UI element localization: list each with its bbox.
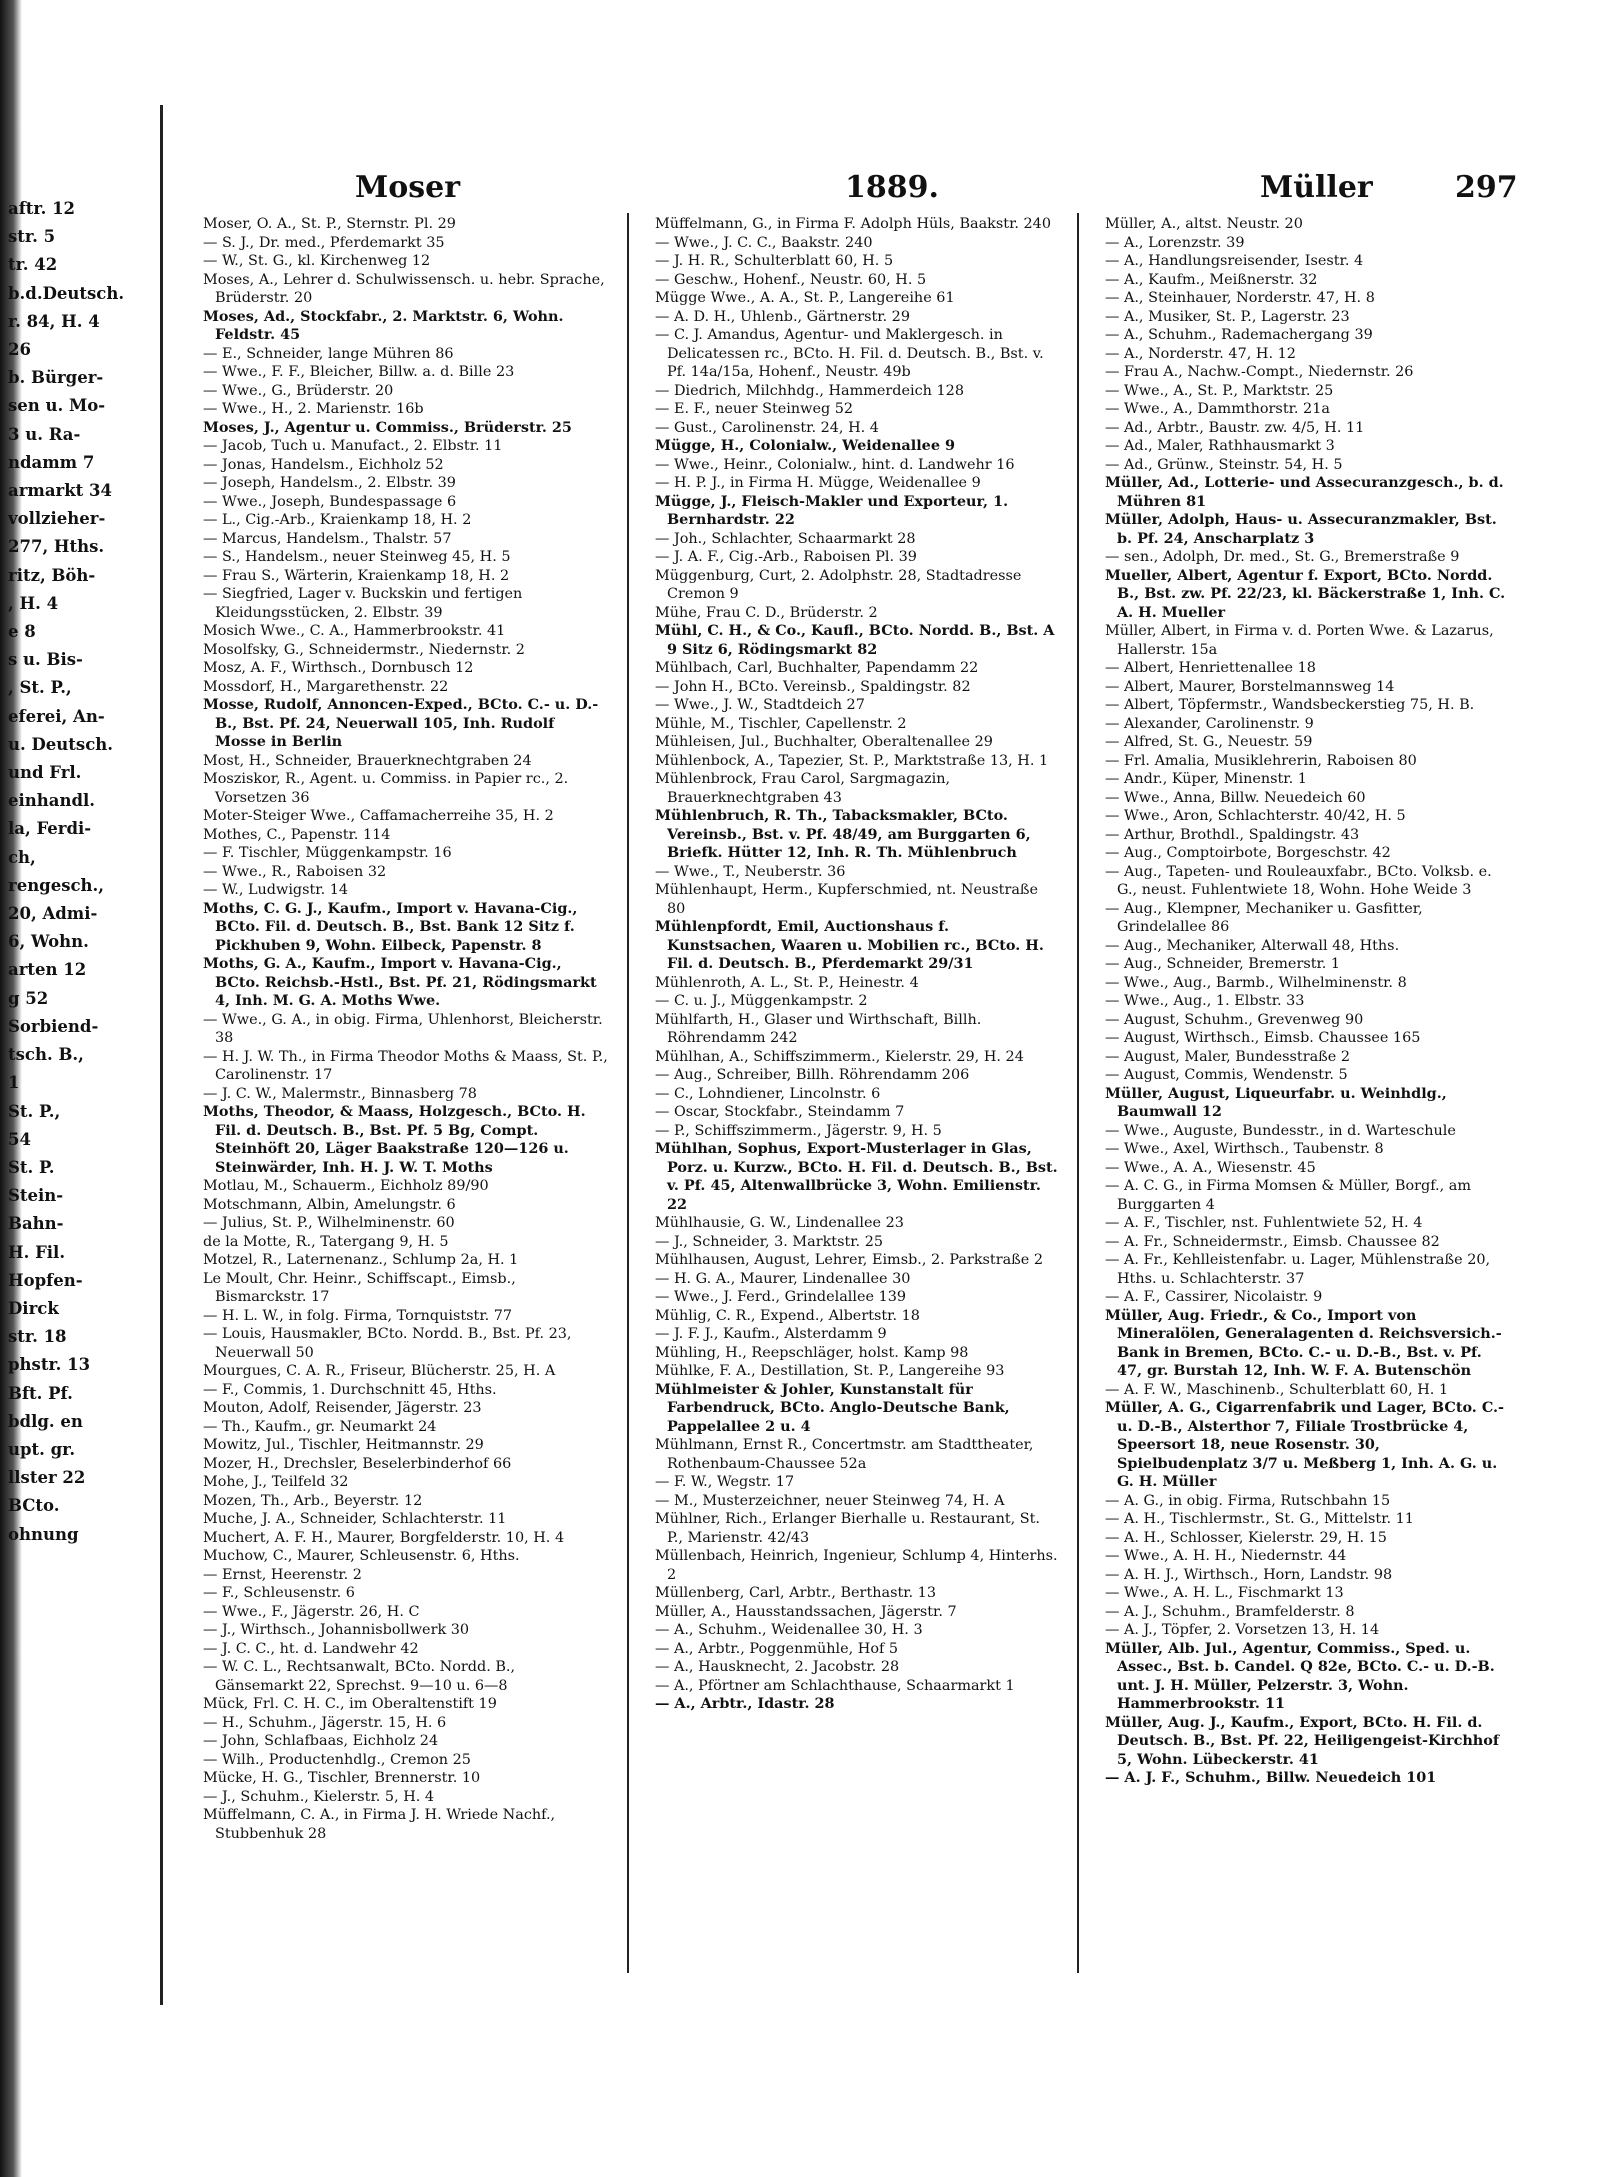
directory-entry: Müller, A. G., Cigarrenfabrik und Lager, BCto. C.- u. D.-B., Alsterthor 7, Filiale Trostbrücke 4, Speersort 18, neue Rosenstr. 30, Spielbudenplatz 3/7 u. Meßberg 1, Inh. A. G. u. G. H. Müller (1105, 1399, 1505, 1490)
previous-page-fragment (0, 105, 163, 2005)
directory-entry: — A. D. H., Uhlenb., Gärtnerstr. 29 (655, 308, 910, 325)
page-header (205, 170, 1550, 210)
directory-entry: — Albert, Maurer, Borstelmannsweg 14 (1105, 678, 1395, 695)
directory-entry: — A. G., in obig. Firma, Rutschbahn 15 (1105, 1492, 1391, 1509)
fragment-line: b. Bürger- (8, 368, 104, 388)
directory-entry: — A., Lorenzstr. 39 (1105, 234, 1245, 251)
directory-entry: — A. Fr., Kehlleistenfabr. u. Lager, Mühlenstraße 20, Hths. u. Schlachterstr. 37 (1105, 1252, 1491, 1287)
directory-entry: — Ad., Arbtr., Baustr. zw. 4/5, H. 11 (1105, 419, 1365, 436)
directory-entry: Mühlig, C. R., Expend., Albertstr. 18 (655, 1307, 920, 1324)
fragment-line: Stein- (8, 1186, 64, 1206)
directory-entry: Motzel, R., Laternenanz., Schlump 2a, H. 1 (203, 1252, 519, 1268)
fragment-line: 6, Wohn. (8, 932, 89, 952)
directory-entry: Müller, Aug. Friedr., & Co., Import von Mineralölen, Generalagenten d. Reichsversich.-Bank in Bremen, BCto. C.- u. D.-B., Bst. v. Pf. 47, gr. Burstah 12, Inh. W. F. A. Butenschön (1105, 1306, 1502, 1379)
directory-entry: — Arthur, Brothdl., Spaldingstr. 43 (1105, 826, 1360, 843)
fragment-line: rengesch., (8, 875, 105, 895)
directory-entry: — C., Lohndiener, Lincolnstr. 6 (655, 1085, 881, 1102)
fragment-line: BCto. (8, 1496, 60, 1516)
directory-entry: Mühlenbrock, Frau Carol, Sargmagazin, Brauerknechtgraben 43 (655, 771, 951, 806)
directory-entry: — J. A. F., Cig.-Arb., Raboisen Pl. 39 (655, 549, 917, 565)
directory-column-2 (655, 215, 1060, 1714)
directory-entry: — Alexander, Carolinenstr. 9 (1105, 715, 1314, 732)
directory-entry: Muchert, A. F. H., Maurer, Borgfelderstr. 10, H. 4 (203, 1529, 565, 1546)
directory-entry: Mühlhausen, August, Lehrer, Eimsb., 2. Parkstraße 2 (655, 1252, 1044, 1268)
directory-entry: — Aug., Klempner, Mechaniker u. Gasfitter, Grindelallee 86 (1105, 900, 1423, 935)
directory-entry: Müffelmann, G., in Firma F. Adolph Hüls, Baakstr. 240 (655, 216, 1051, 232)
directory-entry: Moser, O. A., St. P., Sternstr. Pl. 29 (203, 216, 456, 232)
directory-entry: — J. F. J., Kaufm., Alsterdamm 9 (655, 1326, 887, 1342)
directory-entry: Mühe, Frau C. D., Brüderstr. 2 (655, 604, 878, 621)
directory-entry: — Frau S., Wärterin, Kraienkamp 18, H. 2 (203, 567, 510, 584)
directory-entry: Moses, Ad., Stockfabr., 2. Marktstr. 6, Wohn. Feldstr. 45 (203, 307, 564, 343)
fragment-line: , H. 4 (8, 593, 59, 613)
directory-entry: — Wwe., T., Neuberstr. 36 (655, 863, 846, 880)
directory-entry: Mosziskor, R., Agent. u. Commiss. in Papier rc., 2. Vorsetzen 36 (203, 771, 569, 806)
fragment-line: , St. P., (8, 678, 72, 698)
directory-entry: Müller, August, Liqueurfabr. u. Weinhdlg., Baumwall 12 (1105, 1084, 1447, 1120)
directory-entry: — A., Pförtner am Schlachthause, Schaarmarkt 1 (655, 1677, 1015, 1694)
directory-entry: — A., Musiker, St. P., Lagerstr. 23 (1105, 308, 1350, 325)
directory-entry: Mügge, J., Fleisch-Makler und Exporteur, 1. Bernhardstr. 22 (655, 492, 1009, 528)
fragment-line: 54 (8, 1129, 31, 1149)
directory-entry: — J. C. W., Malermstr., Binnasberg 78 (203, 1085, 477, 1102)
fragment-line: 26 (8, 340, 31, 360)
directory-entry: Mühling, H., Reepschläger, holst. Kamp 98 (655, 1344, 969, 1361)
fragment-line: St. P., (8, 1101, 61, 1121)
directory-entry: Müller, A., altst. Neustr. 20 (1105, 216, 1303, 232)
directory-entry: Most, H., Schneider, Brauerknechtgraben 24 (203, 752, 532, 769)
directory-entry: Müller, Albert, in Firma v. d. Porten Wwe. & Lazarus, Hallerstr. 15a (1105, 623, 1494, 658)
directory-entry: — Aug., Tapeten- und Rouleauxfabr., BCto. Volksb. e. G., neust. Fuhlentwiete 18, Wohn. Hohe Weide 3 (1105, 863, 1492, 898)
directory-entry: — Wwe., J. W., Stadtdeich 27 (655, 697, 865, 713)
fragment-line: upt. gr. (8, 1439, 76, 1459)
directory-entry: — W., Ludwigstr. 14 (203, 882, 349, 898)
directory-entry: — A. J., Schuhm., Bramfelderstr. 8 (1105, 1603, 1355, 1620)
directory-entry: — F. Tischler, Müggenkampstr. 16 (203, 845, 452, 861)
directory-entry: — Wwe., A., St. P., Marktstr. 25 (1105, 382, 1334, 399)
fragment-line: ohnung (8, 1524, 79, 1544)
directory-entry: — A. H., Tischlermstr., St. G., Mittelstr. 11 (1105, 1511, 1414, 1527)
fragment-line: Dirck (8, 1298, 59, 1318)
directory-entry: — Wwe., A. H. H., Niedernstr. 44 (1105, 1548, 1347, 1564)
directory-entry: — Wwe., H., 2. Marienstr. 16b (203, 401, 424, 417)
directory-entry: — Wilh., Productenhdlg., Cremon 25 (203, 1751, 471, 1768)
column-divider (1077, 213, 1079, 1973)
directory-entry: — A., Arbtr., Idastr. 28 (655, 1695, 835, 1712)
directory-column-3 (1105, 215, 1510, 1788)
directory-entry: Mühlke, F. A., Destillation, St. P., Langereihe 93 (655, 1363, 1005, 1379)
directory-entry: Mücke, H. G., Tischler, Brennerstr. 10 (203, 1770, 481, 1786)
running-head-right: Müller (1260, 170, 1373, 205)
directory-entry: — Joh., Schlachter, Schaarmarkt 28 (655, 530, 916, 547)
directory-entry: — Frl. Amalia, Musiklehrerin, Raboisen 80 (1105, 752, 1417, 769)
directory-entry: Müggenburg, Curt, 2. Adolphstr. 28, Stadtadresse Cremon 9 (655, 567, 1022, 602)
fragment-line: s u. Bis- (8, 650, 83, 670)
directory-entry: de la Motte, R., Tatergang 9, H. 5 (203, 1233, 449, 1250)
directory-entry: — Wwe., J. C. C., Baakstr. 240 (655, 234, 873, 251)
directory-entry: Mühlhan, A., Schiffszimmerm., Kielerstr. 29, H. 24 (655, 1048, 1024, 1065)
directory-entry: Mühlenroth, A. L., St. P., Heinestr. 4 (655, 974, 919, 991)
directory-entry: — Albert, Henriettenallee 18 (1105, 660, 1316, 676)
fragment-line: Bahn- (8, 1214, 64, 1234)
directory-entry: — Th., Kaufm., gr. Neumarkt 24 (203, 1418, 437, 1435)
directory-column-1 (203, 215, 608, 1843)
directory-entry: — W., St. G., kl. Kirchenweg 12 (203, 253, 431, 269)
directory-entry: — J. C. C., ht. d. Landwehr 42 (203, 1640, 419, 1657)
directory-entry: — Wwe., J. Ferd., Grindelallee 139 (655, 1289, 907, 1305)
directory-entry: — C. u. J., Müggenkampstr. 2 (655, 993, 868, 1009)
directory-entry: Mohe, J., Teilfeld 32 (203, 1474, 349, 1490)
fragment-line: llster 22 (8, 1468, 86, 1488)
directory-entry: — S., Handelsm., neuer Steinweg 45, H. 5 (203, 549, 511, 565)
directory-entry: Moths, G. A., Kaufm., Import v. Havana-Cig., BCto. Reichsb.-Hstl., Bst. Pf. 21, Rödingsmarkt 4, Inh. M. G. A. Moths Wwe. (203, 955, 597, 1009)
directory-entry: Mouton, Adolf, Reisender, Jägerstr. 23 (203, 1400, 482, 1416)
directory-entry: — John H., BCto. Vereinsb., Spaldingstr. 82 (655, 678, 971, 695)
directory-entry: — Wwe., A. A., Wiesenstr. 45 (1105, 1159, 1316, 1176)
directory-entry: Müller, Aug. J., Kaufm., Export, BCto. H. Fil. d. Deutsch. B., Bst. Pf. 22, Heiligengeist-Kirchhof 5, Wohn. Lübeckerstr. 41 (1105, 1713, 1500, 1768)
directory-entry: — A., Norderstr. 47, H. 12 (1105, 345, 1296, 362)
directory-entry: — Wwe., Heinr., Colonialw., hint. d. Landwehr 16 (655, 456, 1015, 473)
directory-entry: — H., Schuhm., Jägerstr. 15, H. 6 (203, 1714, 447, 1731)
fragment-line: Bft. Pf. (8, 1383, 73, 1403)
directory-entry: — W. C. L., Rechtsanwalt, BCto. Nordd. B., Gänsemarkt 22, Sprechst. 9—10 u. 6—8 (203, 1659, 516, 1694)
directory-entry: — E. F., neuer Steinweg 52 (655, 401, 854, 417)
directory-entry: — A., Hausknecht, 2. Jacobstr. 28 (655, 1659, 900, 1675)
directory-entry: Müller, Ad., Lotterie- und Assecuranzgesch., b. d. Mühren 81 (1105, 474, 1504, 510)
directory-entry: Müller, Alb. Jul., Agentur, Commiss., Sped. u. Assec., Bst. b. Candel. Q 82e, BCto. C.- u. D.-B. unt. J. H. Müller, Pelzerstr. 3, Wohn. Hammerbrookstr. 11 (1105, 1639, 1495, 1712)
directory-entry: — Louis, Hausmakler, BCto. Nordd. B., Bst. Pf. 23, Neuerwall 50 (203, 1326, 572, 1361)
directory-entry: Moses, J., Agentur u. Commiss., Brüderstr. 25 (203, 418, 572, 436)
fragment-line: 3 u. Ra- (8, 424, 81, 444)
directory-entry: Mueller, Albert, Agentur f. Export, BCto. Nordd. B., Bst. zw. Pf. 22/23, kl. Bäckerstraße 1, Inh. C. A. H. Mueller (1105, 566, 1506, 621)
directory-entry: Müffelmann, C. A., in Firma J. H. Wriede Nachf., Stubbenhuk 28 (203, 1807, 556, 1842)
fragment-line: bdlg. en (8, 1411, 83, 1431)
fragment-line: vollzieher- (8, 509, 106, 529)
directory-entry: — August, Maler, Bundesstraße 2 (1105, 1048, 1351, 1065)
directory-entry: — A. F., Cassirer, Nicolaistr. 9 (1105, 1289, 1323, 1305)
directory-entry: — August, Schuhm., Grevenweg 90 (1105, 1011, 1364, 1028)
fragment-line: 1 (8, 1073, 20, 1093)
directory-entry: Mühl, C. H., & Co., Kaufl., BCto. Nordd. B., Bst. A 9 Sitz 6, Rödingsmarkt 82 (655, 622, 1055, 658)
fragment-line: armarkt 34 (8, 481, 112, 501)
fragment-line: H. Fil. (8, 1242, 66, 1262)
directory-entry: — S. J., Dr. med., Pferdemarkt 35 (203, 234, 445, 251)
directory-entry: — Andr., Küper, Minenstr. 1 (1105, 771, 1307, 787)
directory-entry: Mühlhausie, G. W., Lindenallee 23 (655, 1215, 904, 1231)
fragment-line: e 8 (8, 622, 36, 642)
directory-entry: — Diedrich, Milchhdg., Hammerdeich 128 (655, 382, 964, 399)
directory-entry: — Frau A., Nachw.-Compt., Niedernstr. 26 (1105, 364, 1414, 380)
directory-entry: — F., Commis, 1. Durchschnitt 45, Hths. (203, 1381, 497, 1398)
fragment-line: ch, (8, 847, 36, 867)
directory-entry: — A., Arbtr., Poggenmühle, Hof 5 (655, 1640, 899, 1657)
directory-entry: Mühlmeister & Johler, Kunstanstalt für Farbendruck, BCto. Anglo-Deutsche Bank, Pappelallee 2 u. 4 (655, 1380, 1010, 1435)
directory-entry: — Oscar, Stockfabr., Steindamm 7 (655, 1104, 905, 1120)
fragment-line: eferei, An- (8, 706, 105, 726)
directory-entry: Mosich Wwe., C. A., Hammerbrookstr. 41 (203, 623, 506, 639)
directory-entry: — Wwe., G. A., in obig. Firma, Uhlenhorst, Bleicherstr. 38 (203, 1011, 603, 1046)
fragment-line: St. P. (8, 1157, 55, 1177)
directory-entry: Motlau, M., Schauerm., Eichholz 89/90 (203, 1178, 489, 1194)
directory-entry: — A., Handlungsreisender, Isestr. 4 (1105, 253, 1364, 269)
directory-entry: — Wwe., Aron, Schlachterstr. 40/42, H. 5 (1105, 808, 1406, 824)
directory-entry: — A., Kaufm., Meißnerstr. 32 (1105, 271, 1318, 288)
directory-entry: — Wwe., A. H. L., Fischmarkt 13 (1105, 1585, 1344, 1601)
directory-entry: — sen., Adolph, Dr. med., St. G., Bremerstraße 9 (1105, 549, 1460, 565)
running-head-left: Moser (355, 170, 460, 205)
directory-entry: — H. L. W., in folg. Firma, Tornquiststr. 77 (203, 1307, 513, 1324)
directory-entry: Le Moult, Chr. Heinr., Schiffscapt., Eimsb., Bismarckstr. 17 (203, 1270, 516, 1305)
directory-page (165, 125, 1560, 2025)
directory-entry: Mühlenpfordt, Emil, Auctionshaus f. Kunstsachen, Waaren u. Mobilien rc., BCto. H. Fil. d. Deutsch. B., Pferdemarkt 29/31 (655, 918, 1044, 972)
directory-entry: — A. J. F., Schuhm., Billw. Neuedeich 101 (1105, 1769, 1437, 1786)
fragment-line: arten 12 (8, 960, 87, 980)
directory-entry: — A. C. G., in Firma Momsen & Müller, Borgf., am Burggarten 4 (1105, 1178, 1472, 1213)
directory-entry: Mozen, Th., Arb., Beyerstr. 12 (203, 1492, 423, 1509)
directory-entry: — Wwe., R., Raboisen 32 (203, 863, 387, 880)
directory-entry: Müller, Adolph, Haus- u. Assecuranzmakler, Bst. b. Pf. 24, Anscharplatz 3 (1105, 511, 1497, 547)
directory-entry: Mühleisen, Jul., Buchhalter, Oberaltenallee 29 (655, 734, 993, 750)
directory-entry: — Joseph, Handelsm., 2. Elbstr. 39 (203, 475, 456, 491)
directory-entry: — J., Schneider, 3. Marktstr. 25 (655, 1233, 884, 1250)
directory-entry: Muchow, C., Maurer, Schleusenstr. 6, Hths. (203, 1548, 520, 1564)
directory-entry: — H. G. A., Maurer, Lindenallee 30 (655, 1270, 911, 1287)
directory-entry: — C. J. Amandus, Agentur- und Maklergesch. in Delicatessen rc., BCto. H. Fil. d. Deutsch. B., Bst. v. Pf. 14a/15a, Hohenf., Neustr. 49b (655, 327, 1044, 380)
fragment-line: ndamm 7 (8, 452, 95, 472)
directory-entry: Mozer, H., Drechsler, Beselerbinderhof 66 (203, 1455, 512, 1472)
directory-entry: Müllenbach, Heinrich, Ingenieur, Schlump 4, Hinterhs. 2 (655, 1548, 1058, 1583)
directory-entry: — L., Cig.-Arb., Kraienkamp 18, H. 2 (203, 512, 472, 528)
fragment-line: str. 5 (8, 227, 56, 247)
directory-entry: — Jonas, Handelsm., Eichholz 52 (203, 456, 444, 473)
directory-entry: Mosz, A. F., Wirthsch., Dornbusch 12 (203, 660, 474, 676)
directory-entry: — Ad., Maler, Rathhausmarkt 3 (1105, 438, 1335, 454)
directory-entry: Mühlbach, Carl, Buchhalter, Papendamm 22 (655, 660, 979, 676)
directory-entry: Mühlner, Rich., Erlanger Bierhalle u. Restaurant, St. P., Marienstr. 42/43 (655, 1511, 1040, 1546)
directory-entry: Mück, Frl. C. H. C., im Oberaltenstift 19 (203, 1696, 497, 1712)
fragment-line: u. Deutsch. (8, 734, 113, 754)
directory-entry: — Aug., Schneider, Bremerstr. 1 (1105, 956, 1341, 972)
directory-entry: — Aug., Schreiber, Billh. Röhrendamm 206 (655, 1067, 970, 1083)
directory-entry: — Wwe., Aug., Barmb., Wilhelminenstr. 8 (1105, 974, 1407, 991)
directory-entry: — Wwe., Axel, Wirthsch., Taubenstr. 8 (1105, 1141, 1384, 1157)
directory-entry: — Marcus, Handelsm., Thalstr. 57 (203, 530, 452, 547)
directory-entry: Mosse, Rudolf, Annoncen-Exped., BCto. C.- u. D.-B., Bst. Pf. 24, Neuerwall 105, Inh. Rudolf Mosse in Berlin (203, 696, 599, 750)
directory-entry: Mügge Wwe., A. A., St. P., Langereihe 61 (655, 290, 955, 306)
fragment-line: Sorbiend- (8, 1016, 99, 1036)
directory-entry: — F., Schleusenstr. 6 (203, 1585, 355, 1601)
directory-entry: — J., Wirthsch., Johannisbollwerk 30 (203, 1622, 470, 1638)
directory-entry: — Geschw., Hohenf., Neustr. 60, H. 5 (655, 271, 927, 288)
directory-entry: — A. H. J., Wirthsch., Horn, Landstr. 98 (1105, 1566, 1393, 1583)
directory-entry: Mügge, H., Colonialw., Weidenallee 9 (655, 437, 956, 454)
directory-entry: Mosolfsky, G., Schneidermstr., Niedernstr. 2 (203, 641, 525, 658)
fragment-line: Hopfen- (8, 1270, 83, 1290)
directory-entry: — H. J. W. Th., in Firma Theodor Moths & Maass, St. P., Carolinenstr. 17 (203, 1048, 608, 1083)
directory-entry: — Julius, St. P., Wilhelminenstr. 60 (203, 1215, 455, 1231)
directory-entry: Mowitz, Jul., Tischler, Heitmannstr. 29 (203, 1437, 484, 1453)
directory-entry: — Wwe., Joseph, Bundespassage 6 (203, 493, 457, 510)
directory-entry: — A., Schuhm., Rademachergang 39 (1105, 327, 1373, 343)
directory-entry: Mossdorf, H., Margarethenstr. 22 (203, 678, 449, 695)
directory-entry: — Wwe., Auguste, Bundesstr., in d. Warteschule (1105, 1122, 1456, 1139)
directory-entry: — Ad., Grünw., Steinstr. 54, H. 5 (1105, 456, 1343, 473)
directory-entry: — A. F. W., Maschinenb., Schulterblatt 60, H. 1 (1105, 1381, 1449, 1398)
fragment-line: 277, Hths. (8, 537, 105, 557)
directory-entry: — M., Musterzeichner, neuer Steinweg 74, H. A (655, 1492, 1005, 1509)
fragment-line: b.d.Deutsch. (8, 283, 125, 303)
directory-entry: Mühlenhaupt, Herm., Kupferschmied, nt. Neustraße 80 (655, 882, 1039, 917)
year-heading: 1889. (845, 170, 939, 205)
fragment-line: phstr. 13 (8, 1355, 91, 1375)
directory-entry: — A., Steinhauer, Norderstr. 47, H. 8 (1105, 290, 1375, 306)
directory-entry: — Gust., Carolinenstr. 24, H. 4 (655, 419, 879, 436)
directory-entry: — E., Schneider, lange Mühren 86 (203, 345, 454, 362)
fragment-line: la, Ferdi- (8, 819, 92, 839)
directory-entry: Moter-Steiger Wwe., Caffamacherreihe 35, H. 2 (203, 808, 554, 824)
directory-entry: — A. J., Töpfer, 2. Vorsetzen 13, H. 14 (1105, 1622, 1380, 1638)
directory-entry: — August, Commis, Wendenstr. 5 (1105, 1067, 1348, 1083)
directory-entry: Moths, Theodor, & Maass, Holzgesch., BCto. H. Fil. d. Deutsch. B., Bst. Pf. 5 Bg, Compt. Steinhöft 20, Läger Baakstraße 120—126 u. Steinwärder, Inh. H. J. W. T. Moths (203, 1103, 586, 1176)
directory-entry: — Siegfried, Lager v. Buckskin und fertigen Kleidungsstücken, 2. Elbstr. 39 (203, 586, 523, 621)
directory-entry: — John, Schlafbaas, Eichholz 24 (203, 1733, 439, 1749)
directory-entry: — August, Wirthsch., Eimsb. Chaussee 165 (1105, 1030, 1421, 1046)
directory-entry: — P., Schiffszimmerm., Jägerstr. 9, H. 5 (655, 1122, 942, 1139)
directory-entry: — A. Fr., Schneidermstr., Eimsb. Chaussee 82 (1105, 1233, 1440, 1250)
directory-entry: — Wwe., F. F., Bleicher, Billw. a. d. Bille 23 (203, 364, 515, 380)
fragment-line: g 52 (8, 988, 49, 1008)
directory-entry: Mothes, C., Papenstr. 114 (203, 826, 391, 843)
directory-entry: — Ernst, Heerenstr. 2 (203, 1566, 362, 1583)
directory-entry: Müllenberg, Carl, Arbtr., Berthastr. 13 (655, 1585, 936, 1601)
column-divider (627, 213, 629, 1973)
directory-entry: Moses, A., Lehrer d. Schulwissensch. u. hebr. Sprache, Brüderstr. 20 (203, 271, 605, 306)
directory-entry: — J. H. R., Schulterblatt 60, H. 5 (655, 253, 894, 269)
fragment-line: ritz, Böh- (8, 565, 96, 585)
directory-entry: Moths, C. G. J., Kaufm., Import v. Havana-Cig., BCto. Fil. d. Deutsch. B., Bst. Bank 12 Sitz f. Pickhuben 9, Wohn. Eilbeck, Papenstr. 8 (203, 899, 578, 954)
directory-entry: — F. W., Wegstr. 17 (655, 1474, 795, 1490)
fragment-line: r. 84, H. 4 (8, 311, 100, 331)
directory-entry: — Wwe., F., Jägerstr. 26, H. C (203, 1603, 420, 1620)
fragment-line: und Frl. (8, 763, 82, 783)
directory-entry: Mühlenbruch, R. Th., Tabacksmakler, BCto. Vereinsb., Bst. v. Pf. 48/49, am Burggarten 6, Briefk. Hütter 12, Inh. R. Th. Mühlenbruch (655, 807, 1031, 861)
directory-entry: Mühlhan, Sophus, Export-Musterlager in Glas, Porz. u. Kurzw., BCto. H. Fil. d. Deutsch. B., Bst. v. Pf. 45, Altenwallbrücke 3, Wohn. Emilienstr. 22 (655, 1140, 1058, 1213)
directory-entry: Muche, J. A., Schneider, Schlachterstr. 11 (203, 1511, 507, 1527)
directory-entry: — A., Schuhm., Weidenallee 30, H. 3 (655, 1622, 923, 1638)
directory-entry: Mühle, M., Tischler, Capellenstr. 2 (655, 715, 907, 732)
fragment-line: tr. 42 (8, 255, 58, 275)
page-number: 297 (1455, 170, 1518, 205)
directory-entry: — J., Schuhm., Kielerstr. 5, H. 4 (203, 1788, 435, 1805)
directory-entry: — Wwe., Aug., 1. Elbstr. 33 (1105, 993, 1305, 1009)
directory-entry: Mühlmann, Ernst R., Concertmstr. am Stadttheater, Rothenbaum-Chaussee 52a (655, 1437, 1034, 1472)
directory-entry: Müller, A., Hausstandssachen, Jägerstr. 7 (655, 1603, 957, 1620)
directory-entry: — Jacob, Tuch u. Manufact., 2. Elbstr. 11 (203, 438, 503, 454)
fragment-line: sen u. Mo- (8, 396, 106, 416)
fragment-line: str. 18 (8, 1327, 67, 1347)
directory-entry: — Albert, Töpfermstr., Wandsbeckerstieg 75, H. B. (1105, 697, 1475, 713)
directory-entry: — Wwe., A., Dammthorstr. 21a (1105, 401, 1330, 417)
directory-entry: — H. P. J., in Firma H. Mügge, Weidenallee 9 (655, 475, 981, 491)
directory-entry: Mourgues, C. A. R., Friseur, Blücherstr. 25, H. A (203, 1363, 556, 1379)
directory-entry: — Alfred, St. G., Neuestr. 59 (1105, 734, 1313, 750)
previous-page-column (8, 195, 148, 1549)
fragment-line: aftr. 12 (8, 199, 76, 218)
directory-entry: — Wwe., G., Brüderstr. 20 (203, 382, 394, 399)
directory-entry: — Aug., Mechaniker, Alterwall 48, Hths. (1105, 937, 1400, 954)
directory-entry: — Aug., Comptoirbote, Borgeschstr. 42 (1105, 845, 1391, 861)
directory-entry: Mühlenbock, A., Tapezier, St. P., Marktstraße 13, H. 1 (655, 752, 1049, 769)
directory-entry: Mühlfarth, H., Glaser und Wirthschaft, Billh. Röhrendamm 242 (655, 1011, 982, 1046)
directory-entry: — Wwe., Anna, Billw. Neuedeich 60 (1105, 789, 1366, 806)
directory-entry: — A. H., Schlosser, Kielerstr. 29, H. 15 (1105, 1529, 1387, 1546)
fragment-line: tsch. B., (8, 1045, 84, 1065)
directory-entry: Motschmann, Albin, Amelungstr. 6 (203, 1196, 456, 1213)
directory-entry: — A. F., Tischler, nst. Fuhlentwiete 52, H. 4 (1105, 1215, 1423, 1231)
fragment-line: einhandl. (8, 791, 95, 811)
fragment-line: 20, Admi- (8, 904, 98, 924)
